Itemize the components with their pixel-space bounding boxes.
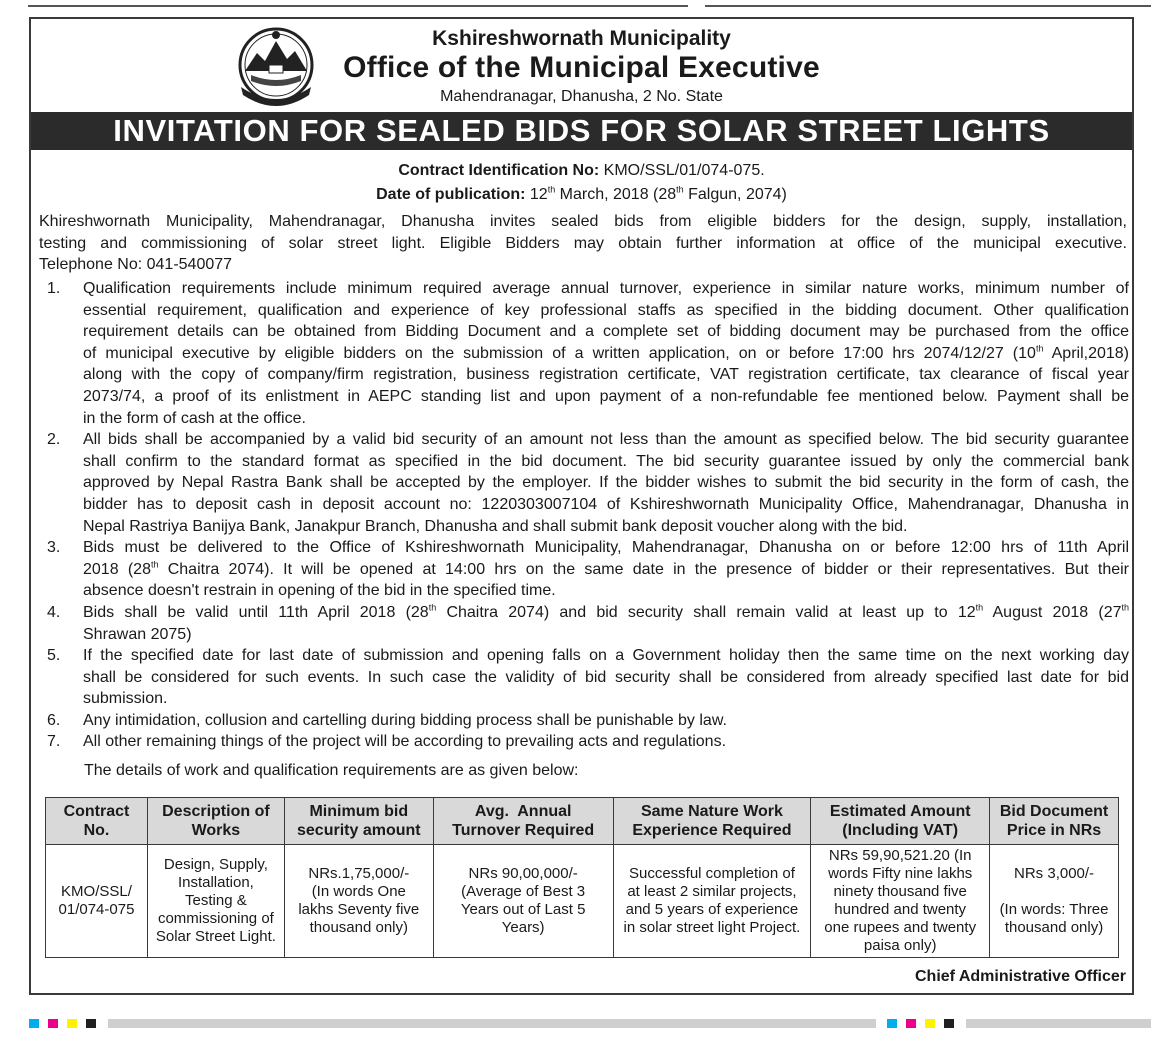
header-cell xyxy=(284,798,433,845)
item-line: absence doesn't restrain in opening of the bid in the specified time. xyxy=(83,582,556,600)
contract-id-label: Contract Identification No: xyxy=(398,162,600,179)
item-line: All bids shall be accompanied by a valid bid security of an amount not less than the amount as specified below. The bid security guarantee xyxy=(83,431,1129,449)
item-number: 6. xyxy=(47,711,61,729)
item-line xyxy=(83,559,1129,581)
item-line: shall be considered for such events. In such case the validity of bid security shall be considered from already specified last date for bid xyxy=(83,668,1129,686)
ordinal-suffix: th xyxy=(428,602,437,613)
item-line: All other remaining things of the project will be according to prevailing acts and regulations. xyxy=(83,733,727,751)
yellow-swatch xyxy=(67,1019,77,1028)
intro-paragraph xyxy=(39,211,1127,276)
cyan-swatch xyxy=(887,1019,897,1028)
cell-line: ninety thousand five xyxy=(833,883,967,900)
intro-line: Khireshwornath Municipality, Mahendranagar, Dhanusha invites sealed bids from eligible bidders for the design, supply, installation, xyxy=(39,213,1127,230)
header-cell xyxy=(433,798,613,845)
signatory: Chief Administrative Officer xyxy=(914,968,1126,985)
cell-line: paisa only) xyxy=(863,937,937,954)
cell-line: at least 2 similar projects, xyxy=(627,883,797,900)
cell-line: Years out of Last 5 xyxy=(460,901,586,918)
publication-date xyxy=(31,186,1132,204)
ordinal-suffix: th xyxy=(1035,343,1044,354)
cell-line: NRs 59,90,521.20 (In xyxy=(828,847,972,864)
list-item xyxy=(39,731,1129,753)
item-number: 4. xyxy=(47,603,61,621)
item-line xyxy=(83,343,1129,365)
item-line: submission. xyxy=(83,690,168,708)
turnover-cell xyxy=(433,845,613,958)
experience-cell xyxy=(613,845,811,958)
ordinal-suffix: th xyxy=(150,559,159,570)
publication-rest: March, 2018 (28 xyxy=(555,186,677,203)
item-line: shall confirm to the standard format as specified in the bid document. The bid security guarantee issued by only the commercial bank xyxy=(83,452,1129,470)
list-item xyxy=(39,429,1129,537)
cell-line: thousand only) xyxy=(1004,919,1104,936)
item-line: essential requirement, qualification and experience of key professional staffs as specified in the bidding document. Other qualification xyxy=(83,301,1129,319)
black-swatch xyxy=(944,1019,954,1028)
top-rule xyxy=(0,0,1151,8)
cell-line: Successful completion of xyxy=(628,865,795,882)
grey-bar xyxy=(108,1019,876,1028)
item-line-text: 2018 (28 xyxy=(83,560,151,578)
cell-line: NRs 90,00,000/- xyxy=(468,865,578,882)
item-line: in the form of cash at the office. xyxy=(83,409,306,427)
cell-line: in solar street light Project. xyxy=(623,919,801,936)
item-line: Any intimidation, collusion and cartelling during bidding process shall be punishable by law. xyxy=(83,711,727,729)
contract-identification xyxy=(31,162,1132,180)
cell-line: Design, Supply, xyxy=(163,856,268,873)
cell-line: Years) xyxy=(501,919,545,936)
notice-header xyxy=(31,19,1132,111)
magenta-swatch xyxy=(48,1019,58,1028)
top-rule-right xyxy=(705,5,1151,7)
cyan-swatch xyxy=(29,1019,39,1028)
header-cell xyxy=(147,798,284,845)
grey-bar xyxy=(966,1019,1151,1028)
item-line-text: Chaitra 2074) and bid security shall remain valid at least up to 12 xyxy=(436,603,976,621)
list-item xyxy=(39,537,1129,602)
item-line-text: Chaitra 2074). It will be opened at 14:00 hrs on the same date in the presence of bidder or their representatives. But their xyxy=(158,560,1129,578)
item-number: 7. xyxy=(47,733,61,751)
header-line: Contract xyxy=(63,803,130,820)
header-line: Description of xyxy=(162,803,270,820)
header-line: Works xyxy=(191,822,241,839)
office-title: Office of the Municipal Executive xyxy=(343,51,820,84)
bid-notice xyxy=(29,17,1134,995)
publication-date-label: Date of publication: xyxy=(376,186,526,203)
cell-line: Solar Street Light. xyxy=(155,928,276,945)
cell-line: Testing & xyxy=(185,892,247,909)
contract-no-cell xyxy=(46,845,148,958)
description-cell xyxy=(147,845,284,958)
header-cell xyxy=(990,798,1119,845)
cell-line: commissioning of xyxy=(157,910,274,927)
item-line: approved by Nepal Rastra Bank shall be accepted by the employer. If the bidder wishes to submit the bid security in the form of cash, the xyxy=(83,474,1129,492)
cell-line: (In words One xyxy=(311,883,406,900)
cell-line: hundred and twenty xyxy=(834,901,967,918)
top-rule-left xyxy=(28,5,688,7)
item-line: Nepal Rastriya Banijya Bank, Janakpur Branch, Dhanusha and shall submit bank deposit voucher along with the bid. xyxy=(83,517,908,535)
table-header-row xyxy=(46,798,1119,845)
item-line: requirement details can be obtained from Bidding Document and a complete set of bidding document may be purchased from the office xyxy=(83,323,1129,341)
cell-line: NRs.1,75,000/- xyxy=(308,865,410,882)
item-line: along with the copy of company/firm registration, business registration certificate, VAT registration certificate, tax clearance of fiscal year xyxy=(83,366,1129,384)
item-number: 2. xyxy=(47,431,61,449)
contract-id-value: KMO/SSL/01/074-075. xyxy=(603,162,765,179)
header-line: Experience Required xyxy=(632,822,792,839)
publication-day: 12 xyxy=(529,186,548,203)
list-item xyxy=(39,278,1129,429)
header-line: Minimum bid xyxy=(309,803,409,820)
header-cell xyxy=(613,798,811,845)
item-line: Qualification requirements include minimum required average annual turnover, experience in similar nature works, minimum number of xyxy=(83,280,1129,297)
work-details-table xyxy=(45,797,1119,958)
header-line: Avg. Annual xyxy=(474,803,572,820)
conditions-list xyxy=(39,278,1129,753)
intro-line: testing and commissioning of solar street light. Eligible Bidders may obtain further information at office of the municipal executive. xyxy=(39,234,1127,252)
cell-line: thousand only) xyxy=(309,919,408,936)
estimated-amount-cell xyxy=(811,845,990,958)
item-line: bidder has to deposit cash in deposit account no: 1220303007104 of Kshireshwornath Municipality Office, Mahendranagar, Dhanusha in xyxy=(83,495,1129,513)
item-line-text: April,2018) xyxy=(1043,344,1129,362)
intro-line: Telephone No: 041-540077 xyxy=(39,256,233,274)
header-line: security amount xyxy=(297,822,421,839)
item-number: 1. xyxy=(47,280,61,297)
municipality-name: Kshireshwornath Municipality xyxy=(432,27,731,50)
cell-line: (In words: Three xyxy=(999,901,1109,918)
item-line-text: of municipal executive by eligible bidders on the submission of a written application, on or before 17:00 hrs 2074/12/27 (10 xyxy=(83,344,1036,362)
bid-security-cell xyxy=(284,845,433,958)
magenta-swatch xyxy=(906,1019,916,1028)
header-line: Bid Document xyxy=(999,803,1109,820)
item-number: 5. xyxy=(47,647,61,665)
notice-banner: INVITATION FOR SEALED BIDS FOR SOLAR STREET LIGHTS xyxy=(31,112,1132,150)
header-cell xyxy=(46,798,148,845)
header-line: No. xyxy=(83,822,110,839)
cell-line: KMO/SSL/ xyxy=(61,883,132,900)
header-line: Estimated Amount xyxy=(829,803,971,820)
yellow-swatch xyxy=(925,1019,935,1028)
ordinal-suffix: th xyxy=(975,602,984,613)
ordinal-suffix: th xyxy=(1121,602,1129,613)
document-price-cell xyxy=(990,845,1119,958)
list-item xyxy=(39,710,1129,732)
ordinal-suffix: th xyxy=(547,184,556,195)
ordinal-suffix: th xyxy=(676,184,684,195)
cell-line: lakhs Seventy five xyxy=(298,901,420,918)
cell-line: 01/074-075 xyxy=(58,901,135,918)
item-line: Shrawan 2075) xyxy=(83,625,192,643)
item-line: Bids must be delivered to the Office of Kshireshwornath Municipality, Mahendranagar, Dhanusha on or before 12:00 hrs of 11th April xyxy=(83,539,1129,557)
publication-nepali: Falgun, 2074) xyxy=(683,186,787,203)
cell-line: Installation, xyxy=(177,874,254,891)
table-row xyxy=(46,845,1119,958)
black-swatch xyxy=(86,1019,96,1028)
cell-line: and 5 years of experience xyxy=(625,901,799,918)
list-item xyxy=(39,602,1129,645)
header-line: Turnover Required xyxy=(452,822,595,839)
item-line-text: Bids shall be valid until 11th April 2018 (28 xyxy=(83,603,429,621)
item-number: 3. xyxy=(47,539,61,557)
header-line: (Including VAT) xyxy=(842,822,959,839)
cell-line: one rupees and twenty xyxy=(824,919,977,936)
table-lead-text: The details of work and qualification requirements are as given below: xyxy=(84,762,579,779)
list-item xyxy=(39,645,1129,710)
header-cell xyxy=(811,798,990,845)
header-line: Price in NRs xyxy=(1006,822,1102,839)
item-line: If the specified date for last date of submission and opening falls on a Government holiday then the same time on the next working day xyxy=(83,647,1129,665)
item-line-text: August 2018 (27 xyxy=(983,603,1122,621)
cell-line: words Fifty nine lakhs xyxy=(828,865,973,882)
office-address: Mahendranagar, Dhanusha, 2 No. State xyxy=(440,88,723,105)
cell-line: NRs 3,000/- xyxy=(1014,865,1095,882)
item-line: 2073/74, a proof of its enlistment in AEPC standing list and upon payment of a non-refundable fee mentioned below. Payment shall be xyxy=(83,387,1129,405)
item-line xyxy=(83,602,1129,624)
cell-line: (Average of Best 3 xyxy=(461,883,586,900)
header-line: Same Nature Work xyxy=(640,803,783,820)
